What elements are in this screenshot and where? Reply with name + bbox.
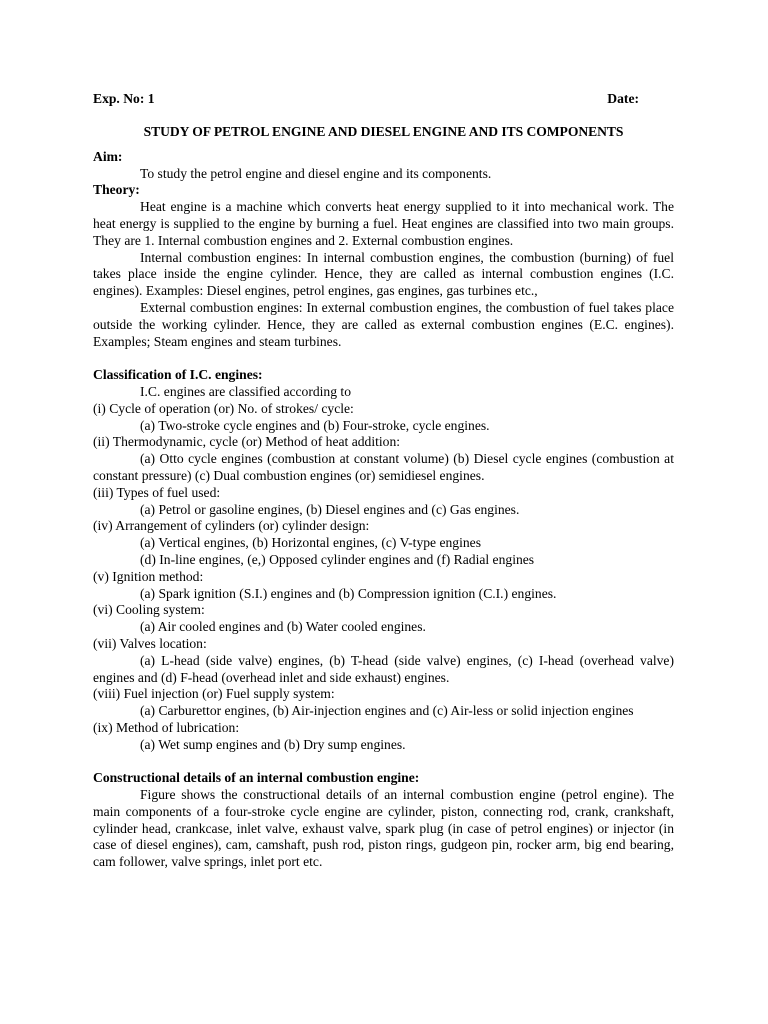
list-subitem: (a) Air cooled engines and (b) Water cooled engines. <box>140 619 426 635</box>
list-item: (vi) Cooling system: <box>93 602 205 618</box>
date-label: Date: <box>607 91 639 106</box>
page-title: STUDY OF PETROL ENGINE AND DIESEL ENGINE AND ITS COMPONENTS <box>143 124 624 139</box>
theory-paragraph-2: Internal combustion engines: In internal combustion engines, the combustion (burning) of fuel takes place inside the engine cylinder. Hence, they are called as internal combustion engines (I.C. engines). Examples: Diesel engines, petrol engines, gas engines, gas turbines etc., <box>93 249 674 299</box>
list-subitem: (a) Carburettor engines, (b) Air-injection engines and (c) Air-less or solid injection engines <box>140 703 634 719</box>
header-row <box>93 91 674 108</box>
document-page <box>93 91 674 871</box>
construction-heading: Constructional details of an internal combustion engine: <box>93 770 420 786</box>
list-item: (ii) Thermodynamic, cycle (or) Method of heat addition: <box>93 434 401 450</box>
theory-heading: Theory: <box>93 182 140 198</box>
classification-intro: I.C. engines are classified according to <box>140 383 352 399</box>
theory-paragraph-1: Heat engine is a machine which converts heat energy supplied to it into mechanical work. The heat energy is supplied to the engine by burning a fuel. Heat engines are classified into two main groups. They are 1. Internal combustion engines and 2. External combustion engines. <box>93 199 674 248</box>
list-item: (iv) Arrangement of cylinders (or) cylinder design: <box>93 518 370 534</box>
list-item: (i) Cycle of operation (or) No. of strokes/ cycle: <box>93 400 354 416</box>
list-subitem: (a) Petrol or gasoline engines, (b) Diesel engines and (c) Gas engines. <box>140 501 520 517</box>
classification-list <box>93 401 674 754</box>
list-item: (v) Ignition method: <box>93 568 204 584</box>
list-item: (iii) Types of fuel used: <box>93 484 221 500</box>
list-item: (viii) Fuel injection (or) Fuel supply system: <box>93 686 335 702</box>
list-subitem: (a) Two-stroke cycle engines and (b) Four-stroke, cycle engines. <box>140 417 490 433</box>
exp-no: Exp. No: 1 <box>93 91 155 106</box>
aim-text: To study the petrol engine and diesel engine and its components. <box>140 165 492 181</box>
list-subitem: (a) Vertical engines, (b) Horizontal engines, (c) V-type engines <box>140 535 481 551</box>
list-subitem: (d) In-line engines, (e,) Opposed cylinder engines and (f) Radial engines <box>140 551 535 567</box>
list-subitem: (a) Spark ignition (S.I.) engines and (b) Compression ignition (C.I.) engines. <box>140 585 557 601</box>
classification-heading: Classification of I.C. engines: <box>93 367 263 383</box>
list-subitem: (a) Wet sump engines and (b) Dry sump engines. <box>140 736 406 752</box>
aim-heading: Aim: <box>93 148 123 164</box>
list-item: (ix) Method of lubrication: <box>93 719 240 735</box>
list-subitem: (a) L-head (side valve) engines, (b) T-head (side valve) engines, (c) I-head (overhead valve) engines and (d) F-head (overhead inlet and side exhaust) engines. <box>93 652 674 685</box>
theory-paragraph-3: External combustion engines: In external combustion engines, the combustion of fuel takes place outside the working cylinder. Hence, they are called as external combustion engines (E.C. engines). Examples; Steam engines and steam turbines. <box>93 299 674 349</box>
construction-text: Figure shows the constructional details of an internal combustion engine (petrol engine). The main components of a four-stroke cycle engine are cylinder, piston, connecting rod, crank, crankshaft, cylinder head, crankcase, inlet valve, exhaust valve, spark plug (in case of petrol engines) or injector (in case of diesel engines), cam, camshaft, push rod, piston rings, gudgeon pin, rocker arm, big end bearing, cam follower, valve springs, inlet port etc. <box>93 787 674 870</box>
list-subitem: (a) Otto cycle engines (combustion at constant volume) (b) Diesel cycle engines (combustion at constant pressure) (c) Dual combustion engines (or) semidiesel engines. <box>93 451 674 483</box>
list-item: (vii) Valves location: <box>93 635 207 651</box>
